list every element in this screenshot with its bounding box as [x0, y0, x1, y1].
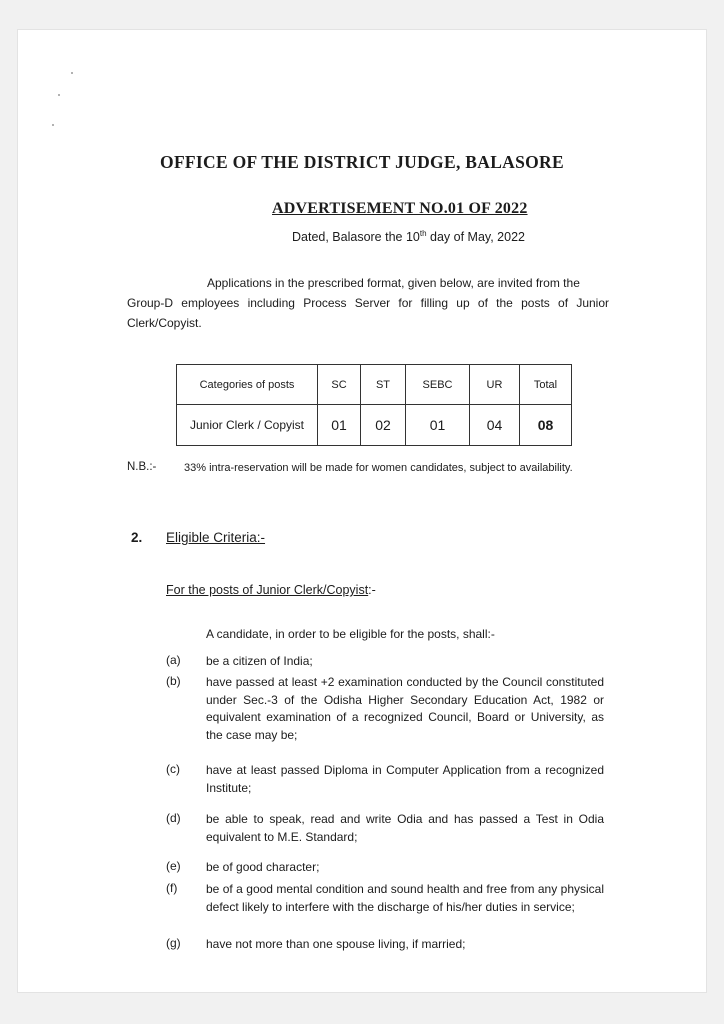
list-item: have passed at least +2 examination conducted by the Council constituted under Sec.-3 of the Odisha Higher Secondary Education Act, 1982 or equivalent examination of a recognized Council, Board or University, as the case may be; — [206, 675, 604, 742]
intro-paragraph — [127, 273, 609, 333]
section-number: 2. — [131, 530, 143, 545]
office-heading: OFFICE OF THE DISTRICT JUDGE, BALASORE — [160, 152, 564, 172]
advertisement-number: ADVERTISEMENT NO.01 OF 2022 — [272, 200, 528, 217]
section-title: Eligible Criteria:- — [166, 530, 266, 545]
list-item: be of good character; — [206, 860, 320, 874]
document-page — [18, 30, 706, 992]
header-cell-sebc: SEBC — [406, 365, 470, 405]
dated-ordinal: th — [419, 229, 427, 238]
list-item: be a citizen of India; — [206, 654, 313, 668]
scan-speck — [58, 94, 60, 96]
list-marker: (a) — [166, 653, 181, 667]
list-item: be of a good mental condition and sound health and free from any physical defect likely to interfere with the discharge of his/her duties in service; — [206, 882, 604, 914]
note-text: 33% intra-reservation will be made for women candidates, subject to availability. — [184, 462, 573, 474]
list-marker: (c) — [166, 762, 180, 776]
cell-ur: 04 — [470, 405, 520, 446]
intro-line-1: Applications in the prescribed format, given below, are invited from the — [207, 276, 580, 290]
subsection-title-text: For the posts of Junior Clerk/Copyist — [166, 583, 369, 597]
table-row — [177, 405, 572, 446]
list-marker: (b) — [166, 674, 181, 688]
list-marker: (e) — [166, 859, 181, 873]
scan-speck — [52, 124, 54, 126]
list-marker: (g) — [166, 936, 181, 950]
header-cell-st: ST — [361, 365, 406, 405]
cell-st: 02 — [361, 405, 406, 446]
dated-line — [292, 229, 525, 244]
cell-total: 08 — [520, 405, 572, 446]
table-header-row — [177, 365, 572, 405]
dated-suffix: day of May, 2022 — [426, 230, 525, 245]
note-label: N.B.:- — [127, 461, 157, 473]
list-marker: (f) — [166, 881, 178, 895]
cell-sebc: 01 — [406, 405, 470, 446]
dated-prefix: Dated, Balasore the 10 — [292, 230, 420, 245]
list-item: have at least passed Diploma in Computer Application from a recognized Institute; — [206, 763, 604, 795]
scan-speck — [71, 72, 73, 74]
list-item: have not more than one spouse living, if married; — [206, 937, 466, 951]
intro-rest: Group-D employees including Process Server for filling up of the posts of Junior Clerk/Copyist. — [127, 296, 609, 330]
posts-table — [176, 364, 572, 446]
cell-sc: 01 — [318, 405, 361, 446]
list-marker: (d) — [166, 811, 181, 825]
header-cell-ur: UR — [470, 365, 520, 405]
eligibility-intro: A candidate, in order to be eligible for the posts, shall:- — [206, 627, 495, 641]
header-cell-sc: SC — [318, 365, 361, 405]
header-cell-total: Total — [520, 365, 572, 405]
list-item: be able to speak, read and write Odia and has passed a Test in Odia equivalent to M.E. Standard; — [206, 812, 604, 844]
header-cell-category: Categories of posts — [177, 365, 318, 405]
cell-post-name: Junior Clerk / Copyist — [177, 405, 318, 446]
subsection-title — [166, 583, 376, 597]
subsection-title-suffix: :- — [368, 583, 376, 597]
